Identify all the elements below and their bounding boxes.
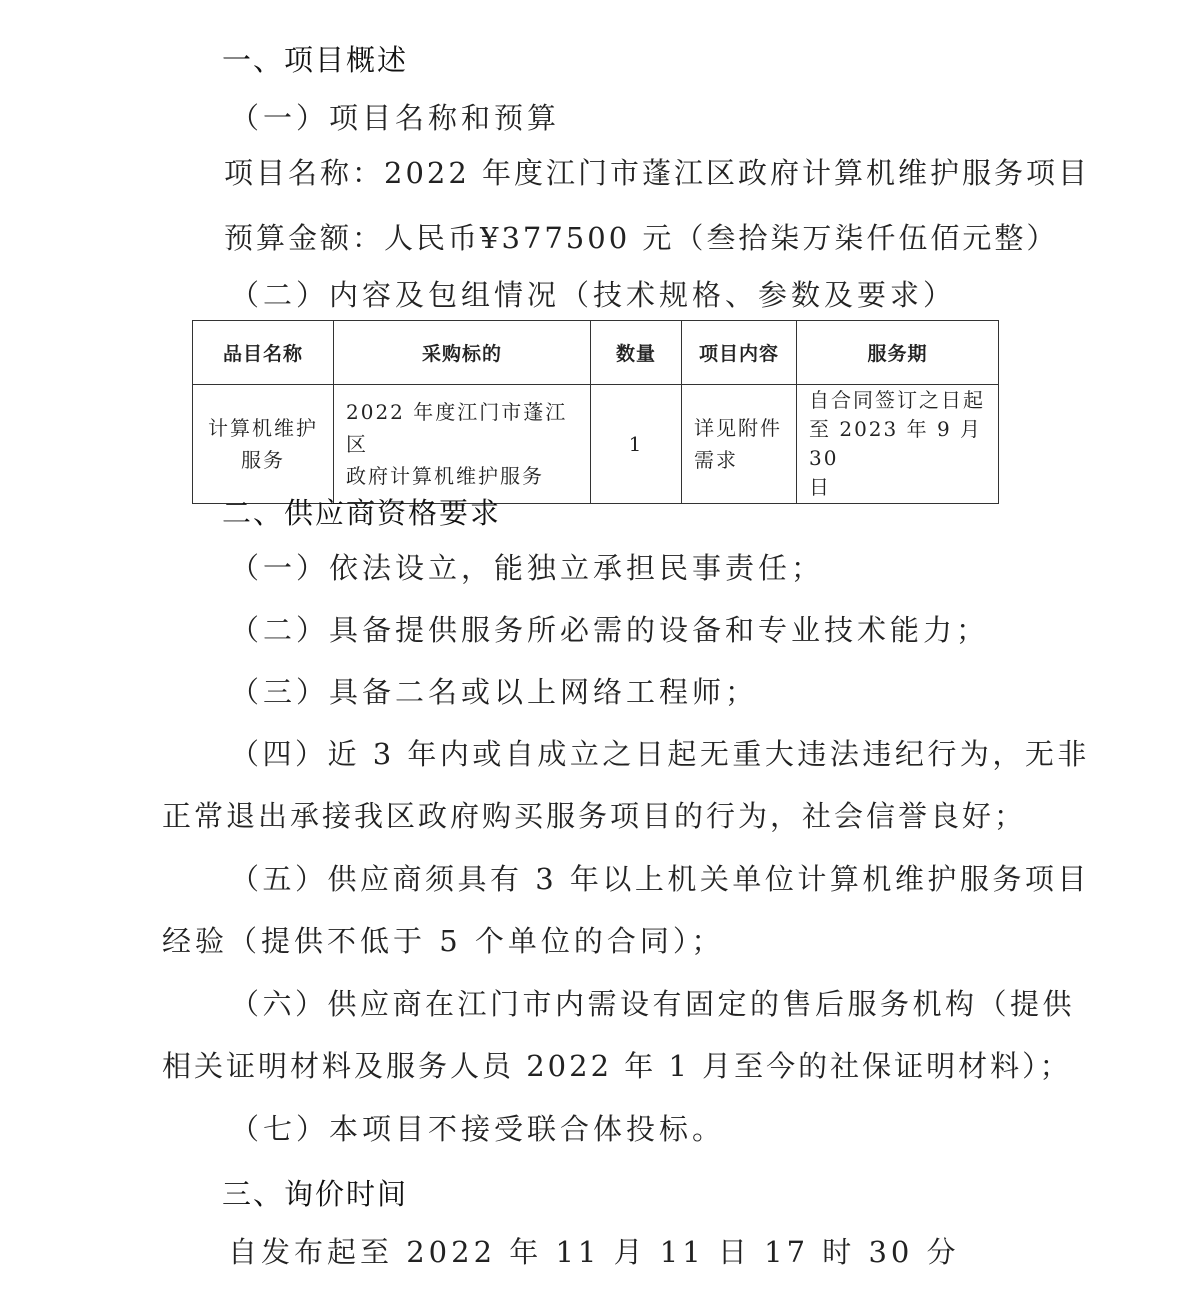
budget-line: 预算金额：人民币¥377500 元（叁拾柒万柒仟伍佰元整）	[224, 221, 1059, 255]
requirement-3: （三）具备二名或以上网络工程师；	[230, 675, 759, 709]
inquiry-time: 自发布起至 2022 年 11 月 11 日 17 时 30 分	[228, 1235, 960, 1269]
cell-quantity: 1	[591, 385, 682, 504]
header-content: 项目内容	[682, 321, 797, 385]
requirement-4: （四）近 3 年内或自成立之日起无重大违法违纪行为，无非	[230, 737, 1090, 771]
requirement-7: （七）本项目不接受联合体投标。	[230, 1112, 726, 1146]
requirement-6: （六）供应商在江门市内需设有固定的售后服务机构（提供	[230, 987, 1076, 1021]
procurement-table	[192, 320, 999, 504]
header-item-name: 品目名称	[193, 321, 334, 385]
cell-content: 详见附件 需求	[682, 385, 797, 504]
requirement-2: （二）具备提供服务所必需的设备和专业技术能力；	[230, 613, 990, 647]
subsection-name-budget: （一）项目名称和预算	[230, 101, 561, 135]
table-header-row	[193, 321, 999, 385]
requirement-4-cont: 正常退出承接我区政府购买服务项目的行为，社会信誉良好；	[162, 799, 1027, 833]
cell-period: 自合同签订之日起 至 2023 年 9 月 30 日	[797, 385, 999, 504]
requirement-5: （五）供应商须具有 3 年以上机关单位计算机维护服务项目	[230, 862, 1090, 896]
project-name-line: 项目名称：2022 年度江门市蓬江区政府计算机维护服务项目	[224, 156, 1091, 190]
section-1-heading: 一、项目概述	[222, 43, 409, 77]
header-period: 服务期	[797, 321, 999, 385]
header-target: 采购标的	[334, 321, 591, 385]
cell-item-name: 计算机维护 服务	[193, 385, 334, 504]
subsection-content: （二）内容及包组情况（技术规格、参数及要求）	[230, 278, 957, 312]
requirement-1: （一）依法设立，能独立承担民事责任；	[230, 551, 825, 585]
section-3-heading: 三、询价时间	[222, 1177, 409, 1211]
table-row	[193, 385, 999, 504]
cell-target: 2022 年度江门市蓬江区 政府计算机维护服务	[334, 385, 591, 504]
requirement-6-cont: 相关证明材料及服务人员 2022 年 1 月至今的社保证明材料）；	[162, 1049, 1072, 1083]
requirement-5-cont: 经验（提供不低于 5 个单位的合同）；	[162, 924, 725, 958]
section-2-heading: 二、供应商资格要求	[222, 496, 502, 530]
header-quantity: 数量	[591, 321, 682, 385]
